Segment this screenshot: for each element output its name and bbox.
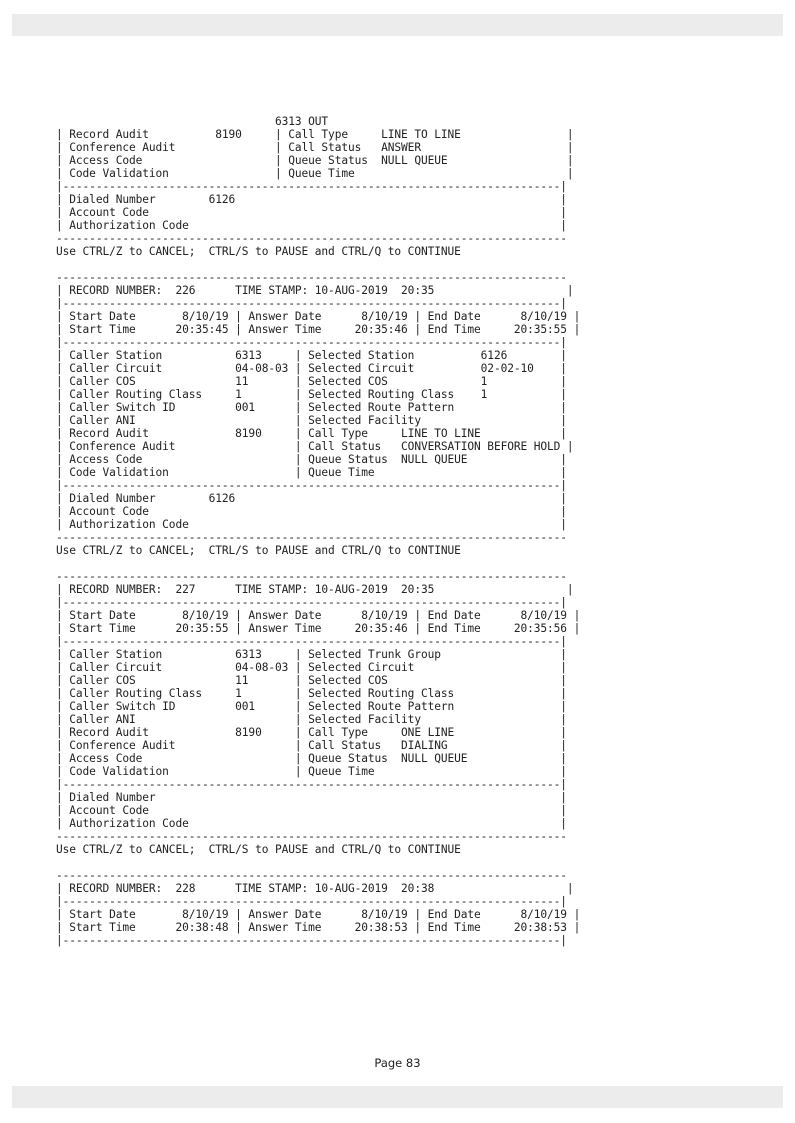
report-line: | Access Code | Queue Status NULL QUEUE | <box>56 752 567 765</box>
report-line: |---------------------------------------------------------------------------| <box>56 596 567 609</box>
report-line: Use CTRL/Z to CANCEL; CTRL/S to PAUSE and CTRL/Q to CONTINUE <box>56 544 461 557</box>
report-line: | RECORD NUMBER: 227 TIME STAMP: 10-AUG-2019 20:35 | <box>56 583 574 596</box>
report-line: | Dialed Number 6126 | <box>56 193 567 206</box>
report-line: | Authorization Code | <box>56 219 567 232</box>
report-line: |---------------------------------------------------------------------------| <box>56 635 567 648</box>
blank-line <box>56 557 696 570</box>
report-line: | Authorization Code | <box>56 518 567 531</box>
report-line: |---------------------------------------------------------------------------| <box>56 479 567 492</box>
report-line: | RECORD NUMBER: 228 TIME STAMP: 10-AUG-2019 20:38 | <box>56 882 574 895</box>
report-line: | Start Date 8/10/19 | Answer Date 8/10/19 | End Date 8/10/19 | <box>56 310 581 323</box>
report-line: | Account Code | <box>56 505 567 518</box>
report-line: | Access Code | Queue Status NULL QUEUE | <box>56 453 567 466</box>
report-line: | Conference Audit | Call Status ANSWER | <box>56 141 574 154</box>
report-line: | Start Time 20:35:45 | Answer Time 20:35:46 | End Time 20:35:55 | <box>56 323 581 336</box>
report-line: | Authorization Code | <box>56 817 567 830</box>
top-scan-band <box>12 14 783 36</box>
report-line: |---------------------------------------------------------------------------| <box>56 895 567 908</box>
report-line: |---------------------------------------------------------------------------| <box>56 778 567 791</box>
report-line: ----------------------------------------------------------------------------- <box>56 232 567 245</box>
blank-line <box>56 258 696 271</box>
report-line: | Caller Station 6313 | Selected Station 6126 | <box>56 349 567 362</box>
report-line: ----------------------------------------------------------------------------- <box>56 531 567 544</box>
report-line: | Caller Routing Class 1 | Selected Routing Class | <box>56 687 567 700</box>
bottom-scan-band <box>12 1086 783 1108</box>
report-line: | Access Code | Queue Status NULL QUEUE | <box>56 154 574 167</box>
report-line: | Caller Circuit 04-08-03 | Selected Circuit 02-02-10 | <box>56 362 567 375</box>
report-line: | Code Validation | Queue Time | <box>56 466 567 479</box>
report-line: | Caller ANI | Selected Facility | <box>56 414 567 427</box>
report-line: | Caller COS 11 | Selected COS 1 | <box>56 375 567 388</box>
report-line: 6313 OUT <box>56 115 329 128</box>
report-line: | Record Audit 8190 | Call Type LINE TO LINE | <box>56 427 567 440</box>
report-line: ----------------------------------------------------------------------------- <box>56 830 567 843</box>
report-line: | Record Audit 8190 | Call Type ONE LINE | <box>56 726 567 739</box>
report-line: | Start Date 8/10/19 | Answer Date 8/10/19 | End Date 8/10/19 | <box>56 908 581 921</box>
report-line: |---------------------------------------------------------------------------| <box>56 336 567 349</box>
report-line: Use CTRL/Z to CANCEL; CTRL/S to PAUSE and CTRL/Q to CONTINUE <box>56 843 461 856</box>
report-line: | Conference Audit | Call Status CONVERSATION BEFORE HOLD | <box>56 440 574 453</box>
report-line: | Dialed Number 6126 | <box>56 492 567 505</box>
report-line: | Caller Routing Class 1 | Selected Routing Class 1 | <box>56 388 567 401</box>
report-line: | RECORD NUMBER: 226 TIME STAMP: 10-AUG-2019 20:35 | <box>56 284 574 297</box>
report-line: | Caller Switch ID 001 | Selected Route Pattern | <box>56 401 567 414</box>
report-line: | Account Code | <box>56 804 567 817</box>
report-line: | Conference Audit | Call Status DIALING | <box>56 739 567 752</box>
report-line: ----------------------------------------------------------------------------- <box>56 570 567 583</box>
report-line: ----------------------------------------------------------------------------- <box>56 869 567 882</box>
report-line: | Caller COS 11 | Selected COS | <box>56 674 567 687</box>
report-line: | Code Validation | Queue Time | <box>56 167 574 180</box>
page-number: Page 83 <box>374 1056 421 1070</box>
report-line: |---------------------------------------------------------------------------| <box>56 297 567 310</box>
report-line: | Start Date 8/10/19 | Answer Date 8/10/19 | End Date 8/10/19 | <box>56 609 581 622</box>
report-line: | Caller ANI | Selected Facility | <box>56 713 567 726</box>
report-line: | Account Code | <box>56 206 567 219</box>
report-line: Use CTRL/Z to CANCEL; CTRL/S to PAUSE and CTRL/Q to CONTINUE <box>56 245 461 258</box>
report-line: | Record Audit 8190 | Call Type LINE TO LINE | <box>56 128 574 141</box>
report-line: |---------------------------------------------------------------------------| <box>56 934 567 947</box>
report-line: | Caller Switch ID 001 | Selected Route Pattern | <box>56 700 567 713</box>
report-line: | Caller Station 6313 | Selected Trunk Group | <box>56 648 567 661</box>
report-line: ----------------------------------------------------------------------------- <box>56 271 567 284</box>
report-line: | Caller Circuit 04-08-03 | Selected Circuit | <box>56 661 567 674</box>
report-line: | Start Time 20:35:55 | Answer Time 20:35:46 | End Time 20:35:56 | <box>56 622 581 635</box>
blank-line <box>56 856 696 869</box>
report-line: |---------------------------------------------------------------------------| <box>56 180 567 193</box>
report-line: | Code Validation | Queue Time | <box>56 765 567 778</box>
call-record-printout <box>56 115 696 947</box>
report-line: | Start Time 20:38:48 | Answer Time 20:38:53 | End Time 20:38:53 | <box>56 921 581 934</box>
report-line: | Dialed Number | <box>56 791 567 804</box>
